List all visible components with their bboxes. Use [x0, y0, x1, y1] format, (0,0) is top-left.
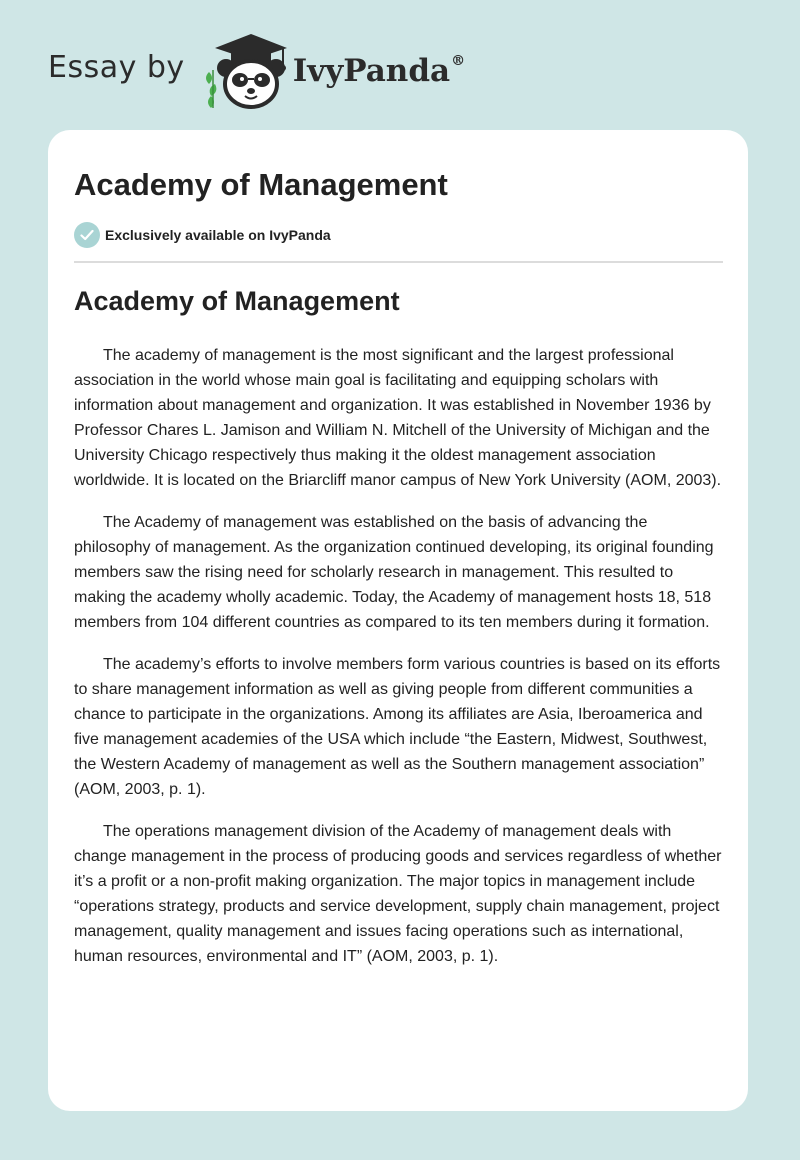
exclusive-badge	[74, 222, 331, 248]
page-title: Academy of Management	[74, 167, 448, 202]
paragraph: The Academy of management was established on the basis of advancing the philosophy of management. As the organization continued developing, its original founding members saw the rising need for scholarly research in management. This resulted to making the academy wholly academic. Today, the Academy of management hosts 18, 518 members from 104 different countries as compared to its ten members during it formation.	[74, 514, 714, 631]
paragraph: The academy of management is the most significant and the largest professional association in the world whose main goal is facilitating and equipping scholars with information about management and organization. It was established in November 1936 by Professor Chares L. Jamison and William N. Mitchell of the University of Michigan and the University Chicago respectively thus making it the oldest management association worldwide. It is located on the Briarcliff manor campus of New York University (AOM, 2003).	[74, 347, 722, 489]
brand-name[interactable]: IvyPanda®	[292, 53, 466, 89]
essay-body	[74, 343, 726, 986]
divider	[74, 261, 723, 263]
badge-text: Exclusively available on IvyPanda	[105, 227, 331, 243]
trademark-symbol: ®	[451, 53, 466, 69]
essay-card	[48, 130, 748, 1111]
panda-logo-icon[interactable]	[199, 30, 291, 110]
paragraph: The operations management division of the Academy of management deals with change management in the process of producing goods and services regardless of whether it’s a profit or a non-profit making organization. The major topics in management include “operations strategy, products and service development, supply chain management, project management, quality management and issues facing operations such as international, human resources, environmental and IT” (AOM, 2003, p. 1).	[74, 823, 722, 965]
essay-by-label: Essay by	[48, 49, 185, 85]
check-circle-icon	[74, 222, 100, 248]
paragraph: The academy’s efforts to involve members form various countries is based on its efforts to share management information as well as giving people from different communities a chance to participate in the organizations. Among its affiliates are Asia, Iberoamerica and five management academies of the USA which include “the Eastern, Midwest, Southwest, the Western Academy of management as well as the Southern management association” (AOM, 2003, p. 1).	[74, 656, 721, 798]
section-heading: Academy of Management	[74, 286, 400, 316]
site-header	[48, 30, 465, 110]
